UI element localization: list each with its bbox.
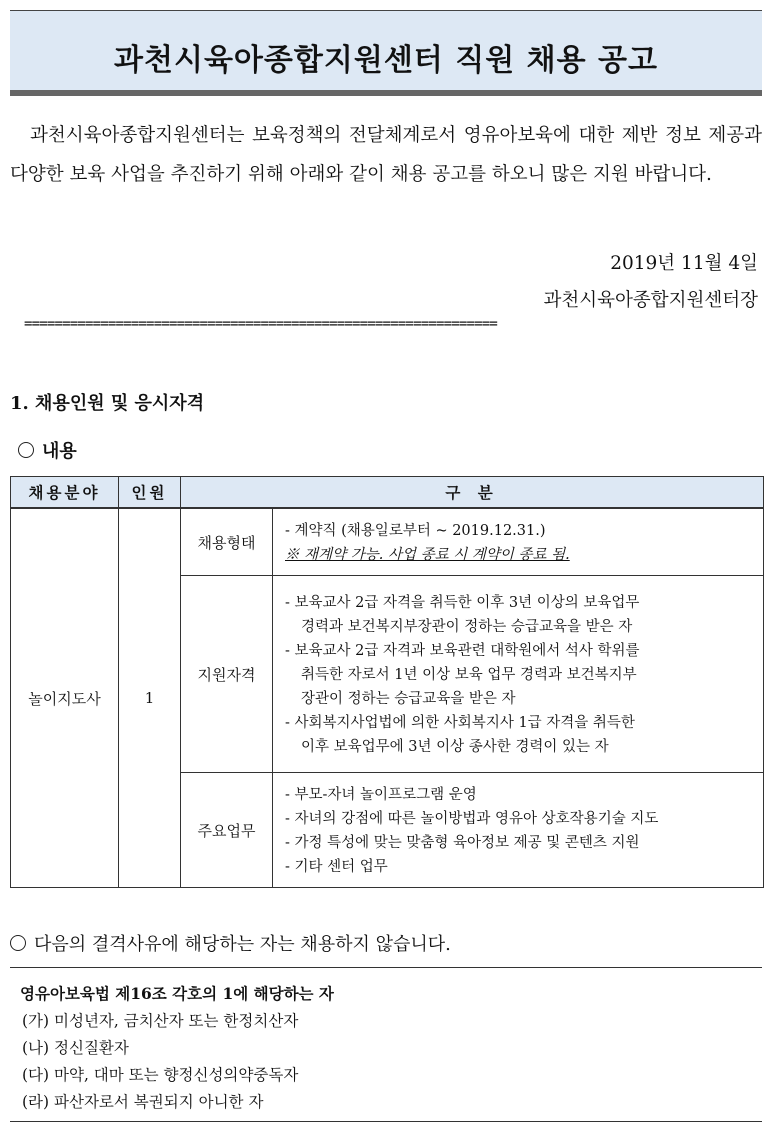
qualification-line: 이후 보육업무에 3년 이상 종사한 경력이 있는 자 <box>301 739 609 755</box>
header-count: 인원 <box>119 477 181 509</box>
disqualification-heading <box>10 930 451 956</box>
qualification-line: - 사회복지사업법에 의한 사회복지사 1급 자격을 취득한 <box>285 715 635 731</box>
law-item: (다) 마약, 대마 또는 향정신성의약중독자 <box>22 1066 299 1084</box>
disqualification-text: 다음의 결격사유에 해당하는 자는 채용하지 않습니다. <box>34 934 451 955</box>
header-field: 채용분야 <box>11 477 119 509</box>
qualification-line: 장관이 정하는 승급교육을 받은 자 <box>301 691 516 707</box>
section-heading-recruitment: 1. 채용인원 및 응시자격 <box>10 393 205 414</box>
employment-type-cell <box>273 508 764 576</box>
circle-bullet-icon <box>18 442 34 458</box>
notice-signer: 과천시육아종합지원센터장 <box>543 290 758 311</box>
table-row <box>11 508 764 576</box>
title-box <box>10 10 762 96</box>
law-item: (라) 파산자로서 복권되지 아니한 자 <box>22 1093 264 1111</box>
count-cell: 1 <box>119 508 181 888</box>
row-label-employment-type: 채용형태 <box>181 508 273 576</box>
recruitment-table <box>10 476 764 888</box>
circle-bullet-icon <box>10 935 26 951</box>
qualification-line: 경력과 보건복지부장관이 정하는 승급교육을 받은 자 <box>301 619 633 635</box>
divider-bottom <box>10 1121 762 1122</box>
law-item: (나) 정신질환자 <box>22 1039 129 1057</box>
subsection-heading-content <box>18 437 77 463</box>
intro-paragraph: 과천시육아종합지원센터는 보육정책의 전달체계로서 영유아보육에 대한 제반 정보 제공과 다양한 보육 사업을 추진하기 위해 아래와 같이 채용 공고를 하오니 많은 지원 바랍니다. <box>10 125 762 185</box>
row-label-qualification: 지원자격 <box>181 576 273 773</box>
divider-top <box>10 967 762 968</box>
field-cell: 놀이지도사 <box>11 508 119 888</box>
table-header-row <box>11 477 764 509</box>
page-title: 과천시육아종합지원센터 직원 채용 공고 <box>114 43 658 78</box>
law-item: (가) 미성년자, 금치산자 또는 한정치산자 <box>22 1012 299 1030</box>
duties-cell <box>273 773 764 888</box>
duty-line: - 자녀의 강점에 따른 놀이방법과 영유아 상호작용기술 지도 <box>285 811 659 827</box>
separator-line: ============================================================== <box>24 316 497 332</box>
duty-line: - 기타 센터 업무 <box>285 859 388 875</box>
qualification-line: - 보육교사 2급 자격을 취득한 이후 3년 이상의 보육업무 <box>285 595 640 611</box>
duty-line: - 가정 특성에 맞는 맞춤형 육아정보 제공 및 콘텐츠 지원 <box>285 835 640 851</box>
employment-type-line: - 계약직 (채용일로부터 ~ 2019.12.31.) <box>285 523 546 539</box>
qualification-line: 취득한 자로서 1년 이상 보육 업무 경력과 보건복지부 <box>301 667 637 683</box>
subsection-label: 내용 <box>42 441 77 462</box>
qualification-cell <box>273 576 764 773</box>
notice-date: 2019년 11월 4일 <box>610 253 758 274</box>
law-title: 영유아보육법 제16조 각호의 1에 해당하는 자 <box>20 984 334 1003</box>
row-label-duties: 주요업무 <box>181 773 273 888</box>
header-category: 구 분 <box>181 477 764 509</box>
qualification-line: - 보육교사 2급 자격과 보육관련 대학원에서 석사 학위를 <box>285 643 640 659</box>
employment-type-note: ※ 재계약 가능. 사업 종료 시 계약이 종료 됨. <box>285 547 570 563</box>
duty-line: - 부모-자녀 놀이프로그램 운영 <box>285 787 477 803</box>
